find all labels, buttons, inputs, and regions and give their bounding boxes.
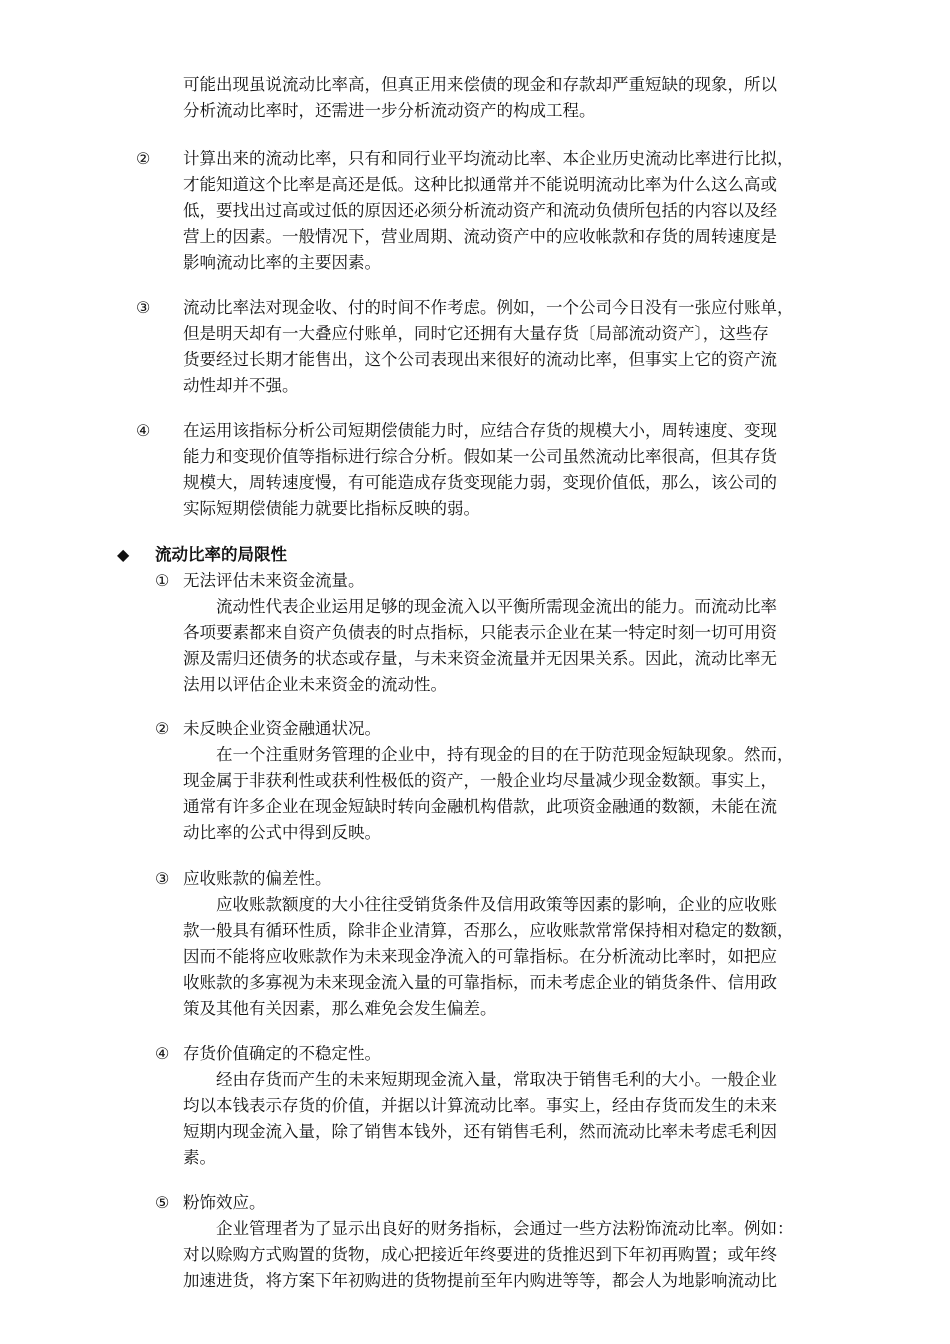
limit-paragraph (183, 742, 893, 846)
text-line: 流动比率法对现金收、付的时间不作考虑。例如，一个公司今日没有一张应付账单， (183, 298, 794, 317)
text-line: 经由存货而产生的未来短期现金流入量，常取决于销售毛利的大小。一般企业 (216, 1070, 777, 1089)
text-line: 在运用该指标分析公司短期偿债能力时，应结合存货的规模大小，周转速度、变现 (183, 421, 777, 440)
text-line: 可能出现虽说流动比率高，但真正用来偿债的现金和存款却严重短缺的现象，所以 (183, 75, 777, 94)
limit-title: 无法评估未来资金流量。 (183, 571, 365, 590)
text-line: 企业管理者为了显示出良好的财务指标，会通过一些方法粉饰流动比率。例如： (216, 1219, 794, 1238)
text-line: 规模大，周转速度慢，有可能造成存货变现能力弱，变现价值低，那么，该公司的 (183, 473, 777, 492)
text-line: 实际短期偿债能力就要比指标反映的弱。 (183, 499, 480, 518)
text-line: 低，要找出过高或过低的原因还必须分析流动资产和流动负债所包括的内容以及经 (183, 201, 777, 220)
text-line: 加速进货，将方案下年初购进的货物提前至年内购进等等，都会人为地影响流动比 (183, 1271, 777, 1290)
text-line: 动性却并不强。 (183, 376, 299, 395)
limit-marker: ① (155, 571, 170, 590)
text-line: 但是明天却有一大叠应付账单，同时它还拥有大量存货〔局部流动资产〕，这些存 (183, 324, 769, 343)
text-line: 短期内现金流入量，除了销售本钱外，还有销售毛利，然而流动比率未考虑毛利因 (183, 1122, 777, 1141)
text-line: 因而不能将应收账款作为未来现金净流入的可靠指标。在分析流动比率时，如把应 (183, 947, 777, 966)
text-line: 能力和变现价值等指标进行综合分析。假如某一公司虽然流动比率很高，但其存货 (183, 447, 777, 466)
limit-title: 未反映企业资金融通状况。 (183, 719, 381, 738)
limit-paragraph (183, 1067, 883, 1171)
text-line: 影响流动比率的主要因素。 (183, 253, 381, 272)
limit-paragraph (183, 892, 888, 1022)
limit-paragraph (183, 1216, 893, 1294)
limit-marker: ④ (155, 1044, 170, 1063)
text-line: 才能知道这个比率是高还是低。这种比拟通常并不能说明流动比率为什么这么高或 (183, 175, 777, 194)
limit-marker: ⑤ (155, 1193, 170, 1212)
item-paragraph (183, 295, 893, 399)
text-line: 分析流动比率时，还需进一步分析流动资产的构成工程。 (183, 101, 596, 120)
limit-title: 应收账款的偏差性。 (183, 869, 332, 888)
text-line: 在一个注重财务管理的企业中，持有现金的目的在于防范现金短缺现象。然而， (216, 745, 794, 764)
text-line: 源及需归还债务的状态或存量，与未来资金流量并无因果关系。因此，流动比率无 (183, 649, 777, 668)
limit-paragraph (183, 594, 883, 698)
text-line: 法用以评估企业未来资金的流动性。 (183, 675, 447, 694)
text-line: 现金属于非获利性或获利性极低的资产，一般企业均尽量减少现金数额。事实上， (183, 771, 777, 790)
text-line: 应收账款额度的大小往往受销货条件及信用政策等因素的影响，企业的应收账 (216, 895, 777, 914)
limit-title: 存货价值确定的不稳定性。 (183, 1044, 381, 1063)
text-line: 款一般具有循环性质，除非企业清算，否那么，应收账款常常保持相对稳定的数额， (183, 921, 794, 940)
item-marker: ④ (136, 421, 151, 440)
item-marker: ③ (136, 298, 151, 317)
text-line: 收账款的多寡视为未来现金流入量的可靠指标，而未考虑企业的销货条件、信用政 (183, 973, 777, 992)
section-heading: 流动比率的局限性 (155, 545, 287, 564)
text-line: 动比率的公式中得到反映。 (183, 823, 381, 842)
text-line: 通常有许多企业在现金短缺时转向金融机构借款，此项资金融通的数额，未能在流 (183, 797, 777, 816)
limit-marker: ② (155, 719, 170, 738)
item-paragraph (183, 418, 883, 522)
text-line: 流动性代表企业运用足够的现金流入以平衡所需现金流出的能力。而流动比率 (216, 597, 777, 616)
text-line: 策及其他有关因素，那么难免会发生偏差。 (183, 999, 497, 1018)
limit-marker: ③ (155, 869, 170, 888)
item-marker: ② (136, 149, 151, 168)
text-line: 计算出来的流动比率，只有和同行业平均流动比率、本企业历史流动比率进行比拟， (183, 149, 794, 168)
text-line: 对以赊购方式购置的货物，成心把接近年终要进的货推迟到下年初再购置；或年终 (183, 1245, 777, 1264)
limit-title: 粉饰效应。 (183, 1193, 266, 1212)
item-paragraph (183, 146, 893, 276)
text-line: 均以本钱表示存货的价值，并据以计算流动比率。事实上，经由存货而发生的未来 (183, 1096, 777, 1115)
text-line: 素。 (183, 1148, 216, 1167)
intro-paragraph (183, 72, 883, 124)
text-line: 各项要素都来自资产负债表的时点指标，只能表示企业在某一特定时刻一切可用资 (183, 623, 777, 642)
text-line: 货要经过长期才能售出，这个公司表现出来很好的流动比率，但事实上它的资产流 (183, 350, 777, 369)
text-line: 营上的因素。一般情况下，营业周期、流动资产中的应收帐款和存货的周转速度是 (183, 227, 777, 246)
diamond-bullet-icon: ◆ (117, 545, 130, 564)
